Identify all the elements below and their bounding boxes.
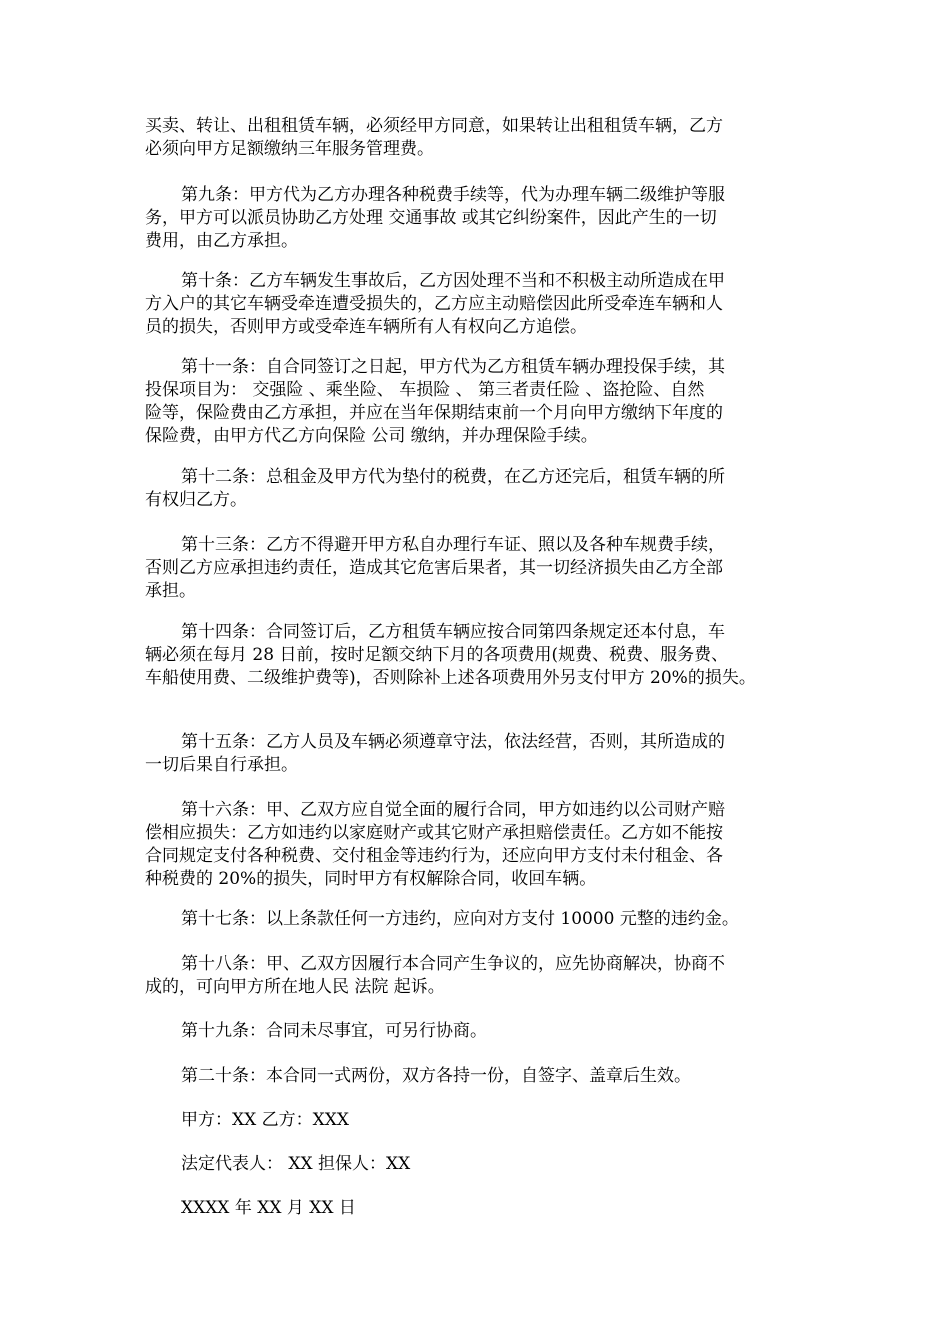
text-line: 费用，由乙方承担。 <box>145 231 298 251</box>
clause-19 <box>145 1020 810 1043</box>
text-line: 第十一条：自合同签订之日起，甲方代为乙方租赁车辆办理投保手续，其 <box>181 357 725 377</box>
clause-18 <box>145 953 810 999</box>
text-line: 险等，保险费由乙方承担，并应在当年保期结束前一个月向甲方缴纳下年度的 <box>145 403 723 423</box>
paragraph-continuation <box>145 115 810 161</box>
text-line: 投保项目为： 交强险 、乘坐险、 车损险 、 第三者责任险 、盗抢险、自然 <box>145 380 705 400</box>
text-line: 辆必须在每月 28 日前，按时足额交纳下月的各项费用(规费、税费、服务费、 <box>145 645 729 665</box>
parties-line <box>145 1109 810 1132</box>
clause-10 <box>145 270 810 339</box>
text-line: 有权归乙方。 <box>145 490 247 510</box>
text-line: 第十八条：甲、乙双方因履行本合同产生争议的，应先协商解决，协商不 <box>181 954 725 974</box>
clause-17 <box>145 908 810 931</box>
text-line: 一切后果自行承担。 <box>145 755 298 775</box>
clause-14 <box>145 621 810 690</box>
text-line: 保险费，由甲方代乙方向保险 公司 缴纳，并办理保险手续。 <box>145 426 598 446</box>
text-line: 承担。 <box>145 581 196 601</box>
text-line: 第九条：甲方代为乙方办理各种税费手续等，代为办理车辆二级维护等服 <box>181 185 725 205</box>
text-line: 成的，可向甲方所在地人民 法院 起诉。 <box>145 977 445 997</box>
representative-line <box>145 1153 810 1176</box>
text-line: 员的损失，否则甲方或受牵连车辆所有人有权向乙方追偿。 <box>145 317 587 337</box>
text-line: 第十三条：乙方不得避开甲方私自办理行车证、照以及各种车规费手续， <box>181 535 725 555</box>
date-line <box>145 1197 810 1220</box>
text-line: XXXX 年 XX 月 XX 日 <box>181 1198 356 1218</box>
text-line: 买卖、转让、出租租赁车辆，必须经甲方同意，如果转让出租租赁车辆，乙方 <box>145 116 723 136</box>
clause-13 <box>145 534 810 603</box>
text-line: 必须向甲方足额缴纳三年服务管理费。 <box>145 139 434 159</box>
text-line: 第十五条：乙方人员及车辆必须遵章守法，依法经营，否则，其所造成的 <box>181 732 725 752</box>
clause-15 <box>145 731 810 777</box>
text-line: 务，甲方可以派员协助乙方处理 交通事故 或其它纠纷案件，因此产生的一切 <box>145 208 717 228</box>
clause-12 <box>145 466 810 512</box>
text-line: 方入户的其它车辆受牵连遭受损失的，乙方应主动赔偿因此所受牵连车辆和人 <box>145 294 723 314</box>
text-line: 第十二条：总租金及甲方代为垫付的税费，在乙方还完后，租赁车辆的所 <box>181 467 725 487</box>
text-line: 法定代表人： XX 担保人：XX <box>181 1154 411 1174</box>
clause-11 <box>145 356 810 448</box>
text-line: 第十九条：合同未尽事宜，可另行协商。 <box>181 1021 487 1041</box>
text-line: 第十六条：甲、乙双方应自觉全面的履行合同，甲方如违约以公司财产赔 <box>181 800 725 820</box>
text-line: 第十条：乙方车辆发生事故后，乙方因处理不当和不积极主动所造成在甲 <box>181 271 725 291</box>
text-line: 第十七条：以上条款任何一方违约，应向对方支付 10000 元整的违约金。 <box>181 909 739 929</box>
text-line: 合同规定支付各种税费、交付租金等违约行为，还应向甲方支付未付租金、各 <box>145 846 723 866</box>
text-line: 否则乙方应承担违约责任，造成其它危害后果者，其一切经济损失由乙方全部 <box>145 558 723 578</box>
clause-9 <box>145 184 810 253</box>
text-line: 第十四条：合同签订后，乙方租赁车辆应按合同第四条规定还本付息，车 <box>181 622 725 642</box>
text-line: 种税费的 20%的损失，同时甲方有权解除合同，收回车辆。 <box>145 869 597 889</box>
clause-20 <box>145 1065 810 1088</box>
text-line: 偿相应损失：乙方如违约以家庭财产或其它财产承担赔偿责任。乙方如不能按 <box>145 823 723 843</box>
text-line: 车船使用费、二级维护费等)，否则除补上述各项费用外另支付甲方 20%的损失。 <box>145 668 756 688</box>
text-line: 第二十条：本合同一式两份，双方各持一份，自签字、盖章后生效。 <box>181 1066 691 1086</box>
clause-16 <box>145 799 810 891</box>
text-line: 甲方：XX 乙方：XXX <box>181 1110 349 1130</box>
